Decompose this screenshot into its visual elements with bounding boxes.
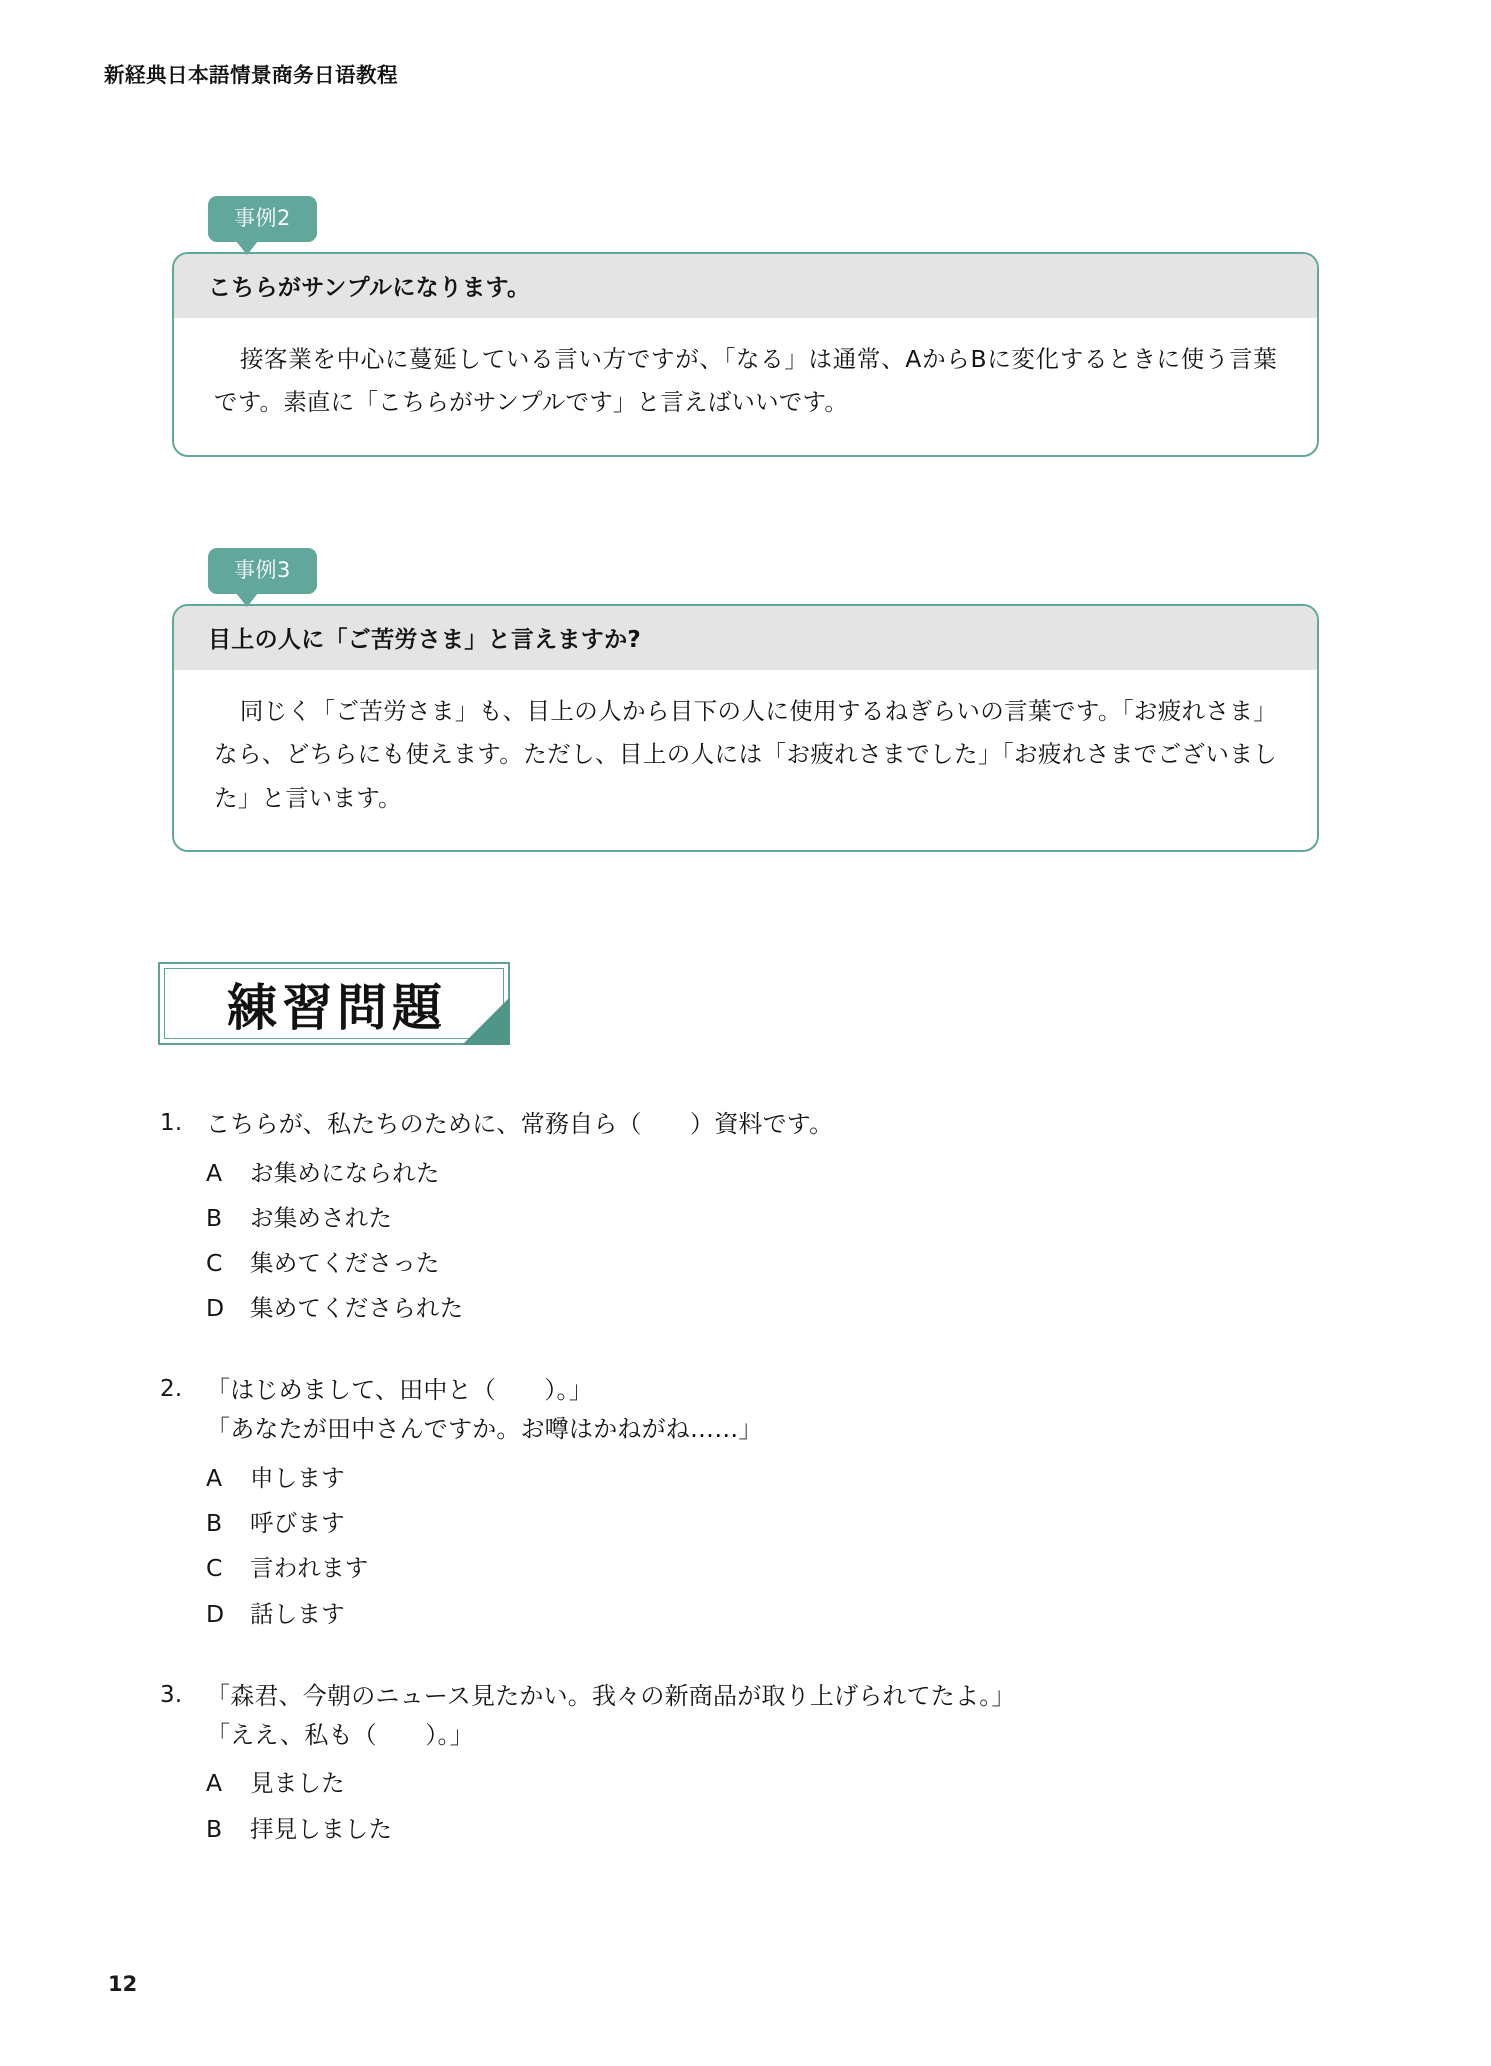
- option-text: 言われます: [250, 1554, 369, 1583]
- case-block-2: [172, 196, 1319, 457]
- option-text: 呼びます: [250, 1509, 345, 1538]
- option-row[interactable]: [206, 1501, 1340, 1546]
- question-prompt-second-line: 「ええ、私も（ ）。」: [206, 1720, 474, 1749]
- option-row[interactable]: [206, 1807, 1340, 1852]
- exercise-title: 練習問題: [227, 977, 447, 1037]
- case-paragraph-2: 接客業を中心に蔓延している言い方ですが、「なる」は通常、AからBに変化するときに使う言葉です。素直に「こちらがサンプルです」と言えばいいです。: [214, 345, 1277, 417]
- case-block-3: [172, 548, 1319, 852]
- option-row[interactable]: [206, 1196, 1340, 1241]
- option-letter: B: [206, 1509, 223, 1538]
- question-prompt: 「森君、今朝のニュース見たかい。我々の新商品が取り上げられてたよ。」: [206, 1681, 1016, 1710]
- option-list: [160, 1151, 1340, 1332]
- case-tag-3: 事例3: [208, 548, 317, 594]
- option-letter: A: [206, 1464, 223, 1493]
- option-row[interactable]: [206, 1151, 1340, 1196]
- option-text: 申します: [250, 1464, 345, 1493]
- question-prompt-row: [160, 1105, 1340, 1144]
- option-letter: D: [206, 1294, 225, 1323]
- option-text: 集めてくださられた: [250, 1294, 464, 1323]
- option-row[interactable]: [206, 1286, 1340, 1331]
- running-head: 新経典日本語情景商务日语教程: [104, 63, 398, 87]
- option-row[interactable]: [206, 1546, 1340, 1591]
- question-prompt-second-line: 「あなたが田中さんですか。お噂はかねがね……」: [206, 1415, 763, 1444]
- case-heading-2: こちらがサンプルになります。: [174, 254, 1317, 318]
- question-prompt: こちらが、私たちのために、常務自ら（ ）資料です。: [206, 1110, 834, 1138]
- exercise-section-heading: [158, 962, 510, 1045]
- option-text: お集めされた: [250, 1204, 393, 1232]
- question-item: [160, 1371, 1340, 1636]
- option-text: お集めになられた: [250, 1158, 440, 1187]
- case-body-3: [174, 670, 1317, 850]
- option-list: [160, 1456, 1340, 1637]
- case-card-2: [172, 252, 1319, 457]
- question-number: 2.: [160, 1376, 183, 1403]
- option-list: [160, 1761, 1340, 1851]
- option-letter: C: [206, 1554, 223, 1583]
- option-row[interactable]: [206, 1456, 1340, 1501]
- case-tag-2: 事例2: [208, 196, 317, 242]
- question-number: 1.: [160, 1110, 183, 1136]
- option-text: 見ました: [250, 1769, 345, 1798]
- page-number: 12: [108, 1972, 138, 1996]
- option-row[interactable]: [206, 1761, 1340, 1806]
- question-number: 3.: [160, 1681, 183, 1708]
- option-letter: B: [206, 1204, 223, 1232]
- question-prompt-row: [160, 1677, 1340, 1716]
- question-item: [160, 1677, 1340, 1852]
- question-item: [160, 1105, 1340, 1331]
- option-text: 集めてくださった: [250, 1249, 440, 1278]
- option-letter: C: [206, 1249, 223, 1278]
- option-text: 拝見しました: [250, 1814, 393, 1843]
- option-row[interactable]: [206, 1241, 1340, 1286]
- case-heading-3: 目上の人に「ご苦労さま」と言えますか?: [174, 606, 1317, 670]
- option-letter: D: [206, 1599, 225, 1628]
- question-prompt-row: [160, 1371, 1340, 1410]
- question-list: [160, 1105, 1340, 1892]
- question-prompt: 「はじめまして、田中と（ ）。」: [206, 1376, 593, 1405]
- case-card-3: [172, 604, 1319, 852]
- option-letter: B: [206, 1814, 223, 1843]
- case-paragraph-3: 同じく「ご苦労さま」も、目上の人から目下の人に使用するねぎらいの言葉です。「お疲れさま」なら、どちらにも使えます。ただし、目上の人には「お疲れさまでした」「お疲れさまでございました」と言います。: [214, 697, 1277, 812]
- option-letter: A: [206, 1158, 223, 1187]
- case-body-2: [174, 318, 1317, 455]
- option-text: 話します: [250, 1599, 345, 1628]
- option-row[interactable]: [206, 1592, 1340, 1637]
- option-letter: A: [206, 1769, 223, 1798]
